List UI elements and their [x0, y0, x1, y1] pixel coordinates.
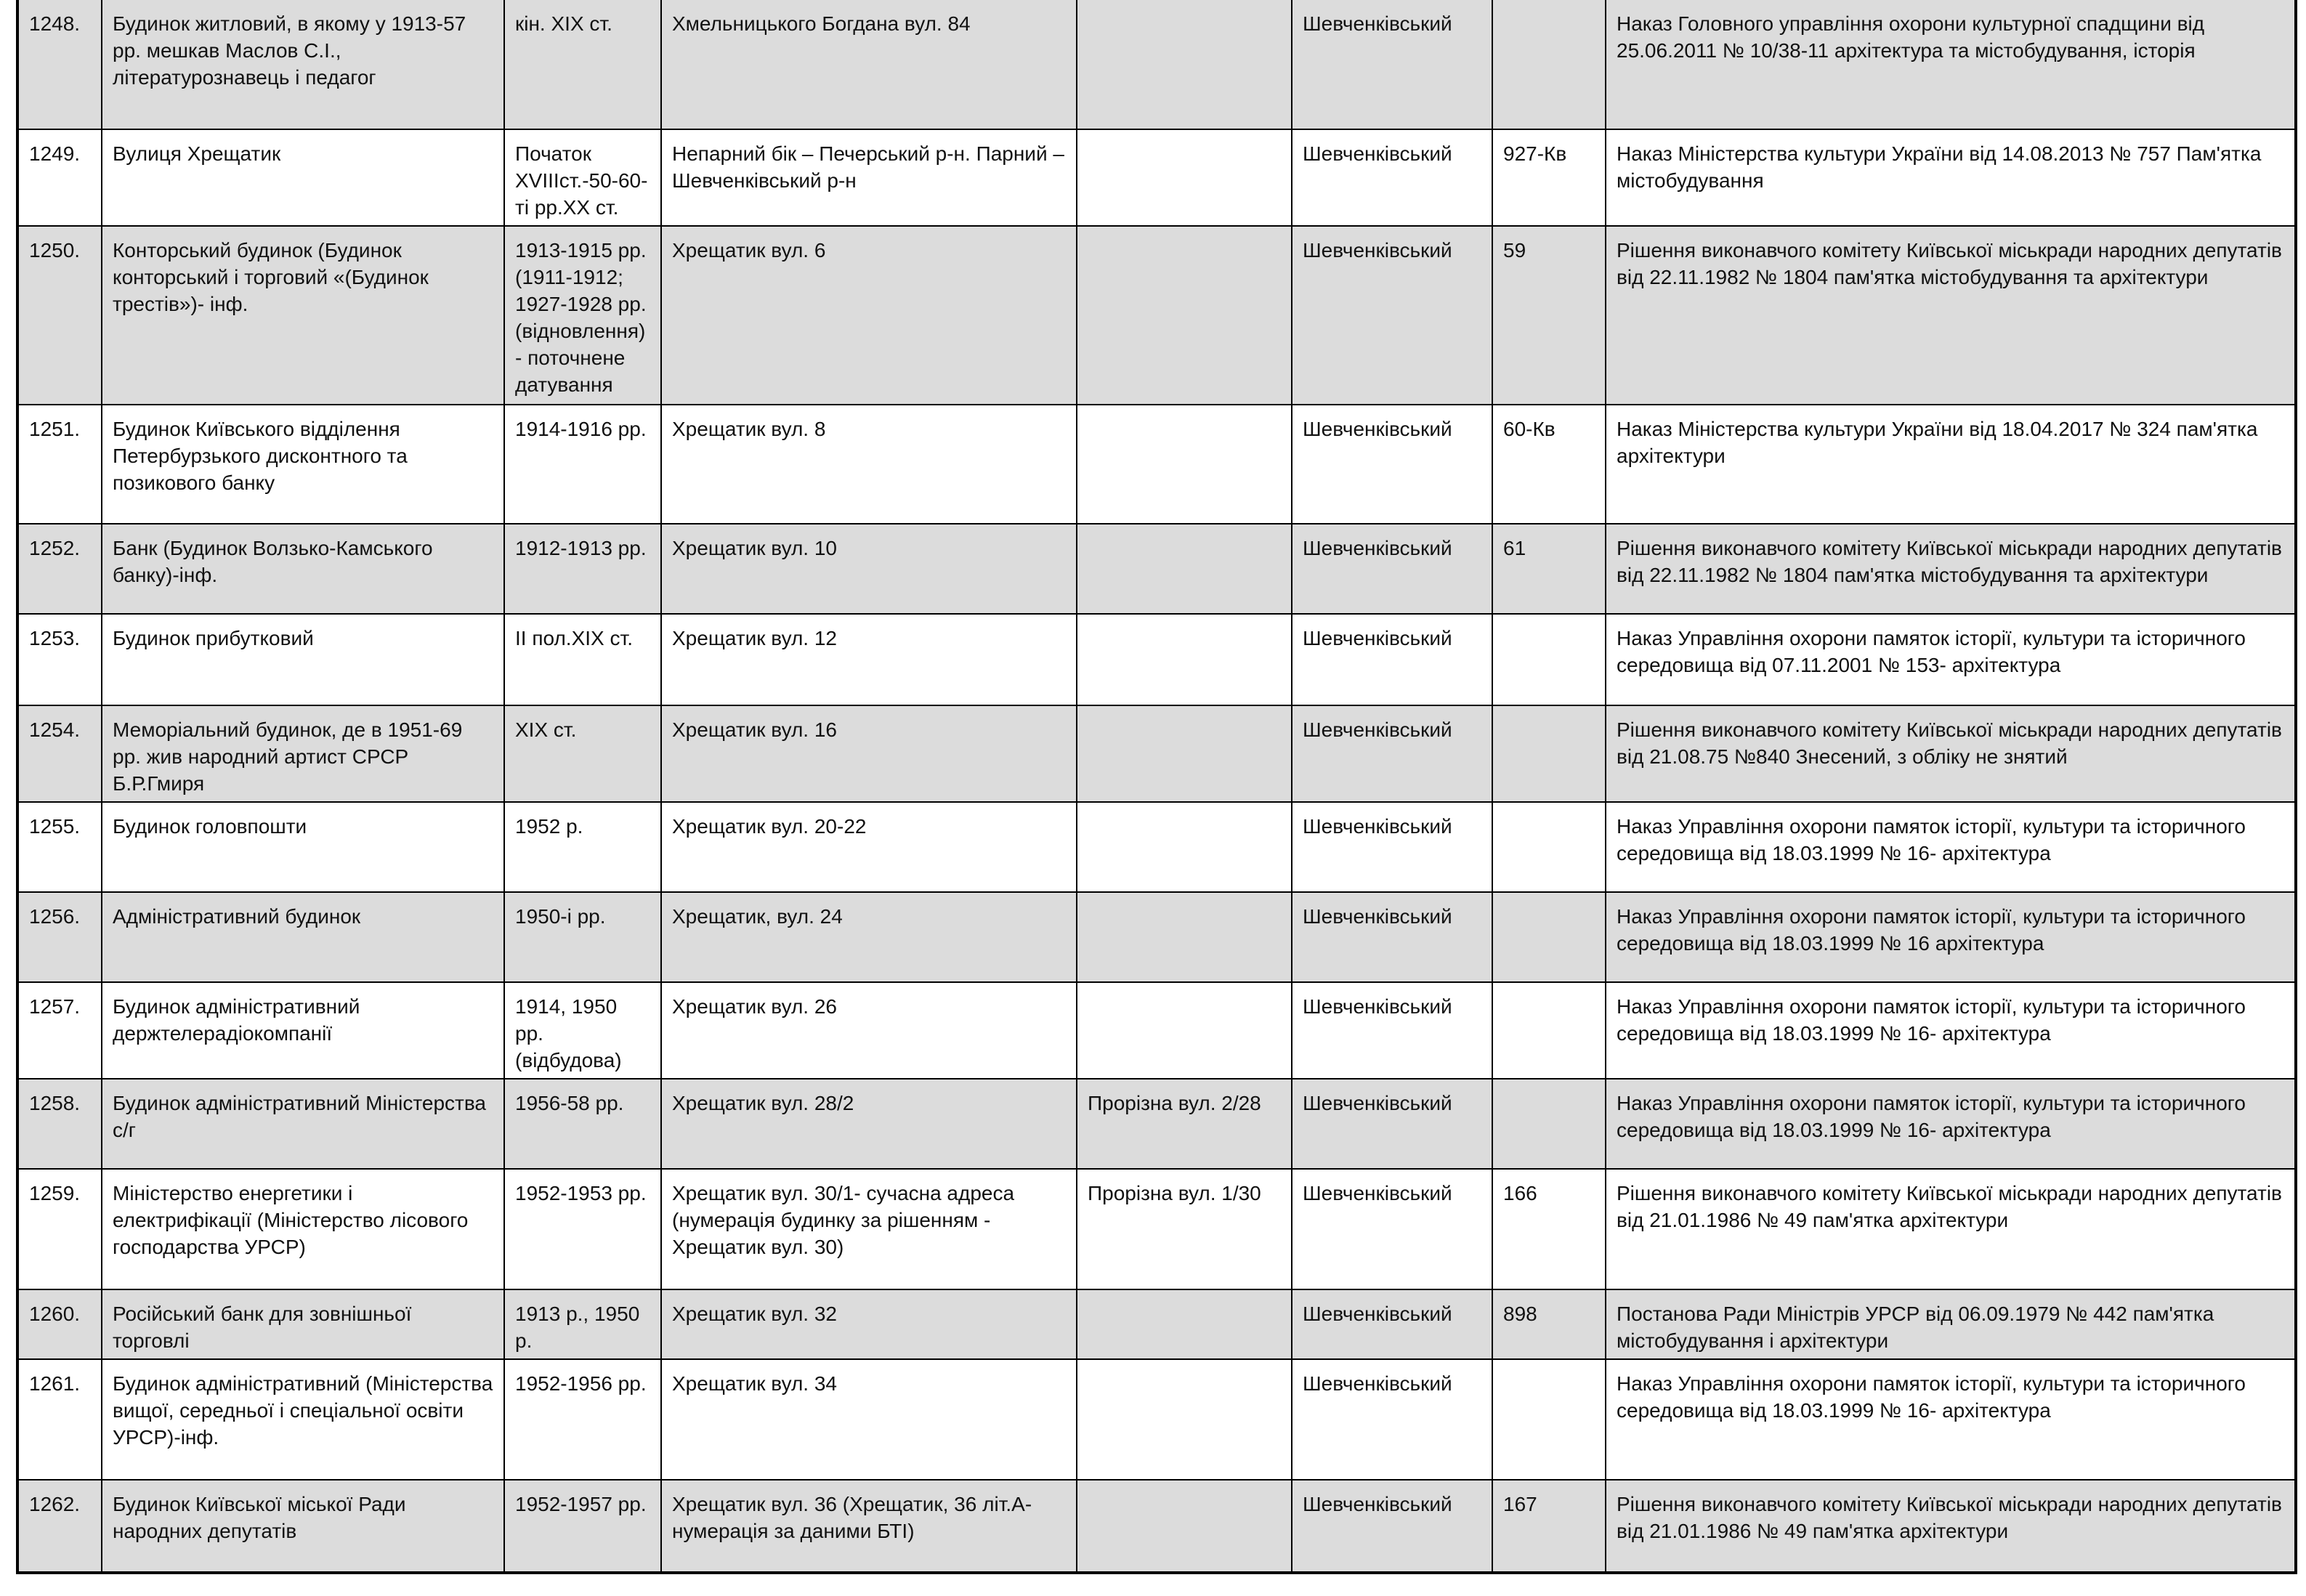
row-number-cell: 1259. [17, 1169, 102, 1289]
registry-number-cell [1492, 802, 1606, 892]
dating-cell: кін. XIX ст. [504, 0, 661, 129]
object-name-cell: Будинок житловий, в якому у 1913-57 рр. мешкав Маслов С.І., літературознавець і педагог [102, 0, 504, 129]
protection-document-cell: Рішення виконавчого комітету Київської міськради народних депутатів від 21.08.75 №840 Знесений, з обліку не знятий [1606, 705, 2296, 802]
object-name-cell: Будинок головпошти [102, 802, 504, 892]
table-row [17, 226, 2296, 405]
row-number-cell: 1253. [17, 614, 102, 705]
alt-address-cell [1077, 129, 1292, 226]
registry-number-cell [1492, 0, 1606, 129]
row-number-cell: 1260. [17, 1289, 102, 1359]
protection-document-cell: Наказ Управління охорони памяток історії, культури та історичного середовища від 18.03.1999 № 16 архітектура [1606, 892, 2296, 982]
alt-address-cell [1077, 892, 1292, 982]
alt-address-cell [1077, 802, 1292, 892]
dating-cell: 1914-1916 рр. [504, 405, 661, 524]
address-cell: Хрещатик вул. 26 [661, 982, 1077, 1079]
registry-number-cell: 898 [1492, 1289, 1606, 1359]
table-row [17, 982, 2296, 1079]
address-cell: Хрещатик вул. 10 [661, 524, 1077, 614]
table-row [17, 405, 2296, 524]
object-name-cell: Будинок Київського відділення Петербурзького дисконтного та позикового банку [102, 405, 504, 524]
address-cell: Непарний бік – Печерський р-н. Парний – Шевченківський р-н [661, 129, 1077, 226]
protection-document-cell: Наказ Управління охорони памяток історії, культури та історичного середовища від 18.03.1999 № 16- архітектура [1606, 802, 2296, 892]
object-name-cell: Будинок прибутковий [102, 614, 504, 705]
district-cell: Шевченківський [1292, 1079, 1492, 1169]
object-name-cell: Будинок Київської міської Ради народних депутатів [102, 1480, 504, 1573]
alt-address-cell: Прорізна вул. 1/30 [1077, 1169, 1292, 1289]
alt-address-cell [1077, 524, 1292, 614]
address-cell: Хрещатик вул. 32 [661, 1289, 1077, 1359]
row-number-cell: 1261. [17, 1359, 102, 1480]
registry-number-cell [1492, 705, 1606, 802]
table-row [17, 614, 2296, 705]
protection-document-cell: Рішення виконавчого комітету Київської міськради народних депутатів від 21.01.1986 № 49 пам'ятка архітектури [1606, 1480, 2296, 1573]
object-name-cell: Вулиця Хрещатик [102, 129, 504, 226]
district-cell: Шевченківський [1292, 614, 1492, 705]
dating-cell: 1913-1915 рр. (1911-1912; 1927-1928 рр. (відновлення) - поточнене датування [504, 226, 661, 405]
address-cell: Хрещатик вул. 36 (Хрещатик, 36 літ.А- нумерація за даними БТІ) [661, 1480, 1077, 1573]
table-row [17, 1480, 2296, 1573]
dating-cell: 1913 р., 1950 р. [504, 1289, 661, 1359]
protection-document-cell: Наказ Управління охорони памяток історії, культури та історичного середовища від 18.03.1999 № 16- архітектура [1606, 1079, 2296, 1169]
district-cell: Шевченківський [1292, 705, 1492, 802]
object-name-cell: Меморіальний будинок, де в 1951-69 рр. жив народний артист СРСР Б.Р.Гмиря [102, 705, 504, 802]
object-name-cell: Будинок адміністративний Міністерства с/г [102, 1079, 504, 1169]
address-cell: Хрещатик вул. 6 [661, 226, 1077, 405]
row-number-cell: 1254. [17, 705, 102, 802]
object-name-cell: Будинок адміністративний (Міністерства вищої, середньої і спеціальної освіти УРСР)-інф. [102, 1359, 504, 1480]
dating-cell: 1914, 1950 рр. (відбудова) [504, 982, 661, 1079]
table-row [17, 705, 2296, 802]
dating-cell: 1950-і рр. [504, 892, 661, 982]
table-row [17, 892, 2296, 982]
alt-address-cell [1077, 0, 1292, 129]
address-cell: Хрещатик вул. 28/2 [661, 1079, 1077, 1169]
alt-address-cell [1077, 614, 1292, 705]
register-table-body [17, 0, 2296, 1573]
district-cell: Шевченківський [1292, 1359, 1492, 1480]
protection-document-cell: Постанова Ради Міністрів УРСР від 06.09.1979 № 442 пам'ятка містобудування і архітектури [1606, 1289, 2296, 1359]
row-number-cell: 1255. [17, 802, 102, 892]
table-row [17, 129, 2296, 226]
registry-number-cell [1492, 982, 1606, 1079]
protection-document-cell: Рішення виконавчого комітету Київської міськради народних депутатів від 22.11.1982 № 1804 пам'ятка містобудування та архітектури [1606, 524, 2296, 614]
row-number-cell: 1251. [17, 405, 102, 524]
dating-cell: 1952-1953 рр. [504, 1169, 661, 1289]
row-number-cell: 1249. [17, 129, 102, 226]
registry-number-cell: 166 [1492, 1169, 1606, 1289]
alt-address-cell [1077, 705, 1292, 802]
table-row [17, 1079, 2296, 1169]
object-name-cell: Будинок адміністративний держтелерадіокомпанії [102, 982, 504, 1079]
row-number-cell: 1248. [17, 0, 102, 129]
alt-address-cell: Прорізна вул. 2/28 [1077, 1079, 1292, 1169]
dating-cell: 1952-1956 рр. [504, 1359, 661, 1480]
district-cell: Шевченківський [1292, 129, 1492, 226]
alt-address-cell [1077, 1289, 1292, 1359]
protection-document-cell: Рішення виконавчого комітету Київської міськради народних депутатів від 22.11.1982 № 1804 пам'ятка містобудування та архітектури [1606, 226, 2296, 405]
table-row [17, 1169, 2296, 1289]
registry-number-cell [1492, 1079, 1606, 1169]
table-row [17, 802, 2296, 892]
dating-cell: 1912-1913 рр. [504, 524, 661, 614]
table-row [17, 0, 2296, 129]
address-cell: Хрещатик вул. 30/1- сучасна адреса (нумерація будинку за рішенням - Хрещатик вул. 30) [661, 1169, 1077, 1289]
dating-cell: 1956-58 рр. [504, 1079, 661, 1169]
protection-document-cell: Наказ Управління охорони памяток історії, культури та історичного середовища від 18.03.1999 № 16- архітектура [1606, 1359, 2296, 1480]
row-number-cell: 1250. [17, 226, 102, 405]
district-cell: Шевченківський [1292, 524, 1492, 614]
table-row [17, 1359, 2296, 1480]
protection-document-cell: Наказ Управління охорони памяток історії, культури та історичного середовища від 18.03.1999 № 16- архітектура [1606, 982, 2296, 1079]
district-cell: Шевченківський [1292, 1480, 1492, 1573]
dating-cell: 1952-1957 рр. [504, 1480, 661, 1573]
district-cell: Шевченківський [1292, 1169, 1492, 1289]
object-name-cell: Російський банк для зовнішньої торговлі [102, 1289, 504, 1359]
alt-address-cell [1077, 405, 1292, 524]
row-number-cell: 1257. [17, 982, 102, 1079]
registry-number-cell: 60-Кв [1492, 405, 1606, 524]
row-number-cell: 1262. [17, 1480, 102, 1573]
registry-number-cell: 61 [1492, 524, 1606, 614]
alt-address-cell [1077, 1480, 1292, 1573]
registry-number-cell: 167 [1492, 1480, 1606, 1573]
protection-document-cell: Наказ Управління охорони памяток історії, культури та історичного середовища від 07.11.2001 № 153- архітектура [1606, 614, 2296, 705]
district-cell: Шевченківський [1292, 802, 1492, 892]
alt-address-cell [1077, 226, 1292, 405]
address-cell: Хмельницького Богдана вул. 84 [661, 0, 1077, 129]
address-cell: Хрещатик вул. 20-22 [661, 802, 1077, 892]
table-row [17, 524, 2296, 614]
district-cell: Шевченківський [1292, 1289, 1492, 1359]
protection-document-cell: Наказ Міністерства культури України від 18.04.2017 № 324 пам'ятка архітектури [1606, 405, 2296, 524]
district-cell: Шевченківський [1292, 405, 1492, 524]
object-name-cell: Банк (Будинок Волзько-Камського банку)-інф. [102, 524, 504, 614]
alt-address-cell [1077, 982, 1292, 1079]
protection-document-cell: Наказ Головного управління охорони культурної спадщини від 25.06.2011 № 10/38-11 архітектура та містобудування, історія [1606, 0, 2296, 129]
district-cell: Шевченківський [1292, 982, 1492, 1079]
row-number-cell: 1258. [17, 1079, 102, 1169]
registry-number-cell: 59 [1492, 226, 1606, 405]
alt-address-cell [1077, 1359, 1292, 1480]
registry-number-cell [1492, 1359, 1606, 1480]
address-cell: Хрещатик вул. 8 [661, 405, 1077, 524]
object-name-cell: Міністерство енергетики і електрифікації (Міністерство лісового господарства УРСР) [102, 1169, 504, 1289]
object-name-cell: Адміністративний будинок [102, 892, 504, 982]
district-cell: Шевченківський [1292, 0, 1492, 129]
table-row [17, 1289, 2296, 1359]
address-cell: Хрещатик, вул. 24 [661, 892, 1077, 982]
district-cell: Шевченківський [1292, 226, 1492, 405]
row-number-cell: 1252. [17, 524, 102, 614]
protection-document-cell: Рішення виконавчого комітету Київської міськради народних депутатів від 21.01.1986 № 49 пам'ятка архітектури [1606, 1169, 2296, 1289]
address-cell: Хрещатик вул. 16 [661, 705, 1077, 802]
dating-cell: ІІ пол.ХІХ ст. [504, 614, 661, 705]
object-name-cell: Конторський будинок (Будинок конторський і торговий «(Будинок трестів»)- інф. [102, 226, 504, 405]
registry-number-cell [1492, 892, 1606, 982]
dating-cell: Початок XVIIIст.-50-60-ті рр.ХХ ст. [504, 129, 661, 226]
row-number-cell: 1256. [17, 892, 102, 982]
address-cell: Хрещатик вул. 34 [661, 1359, 1077, 1480]
registry-number-cell [1492, 614, 1606, 705]
heritage-register-table [16, 0, 2297, 1574]
address-cell: Хрещатик вул. 12 [661, 614, 1077, 705]
registry-number-cell: 927-Кв [1492, 129, 1606, 226]
district-cell: Шевченківський [1292, 892, 1492, 982]
protection-document-cell: Наказ Міністерства культури України від 14.08.2013 № 757 Пам'ятка містобудування [1606, 129, 2296, 226]
dating-cell: 1952 р. [504, 802, 661, 892]
dating-cell: ХІХ ст. [504, 705, 661, 802]
